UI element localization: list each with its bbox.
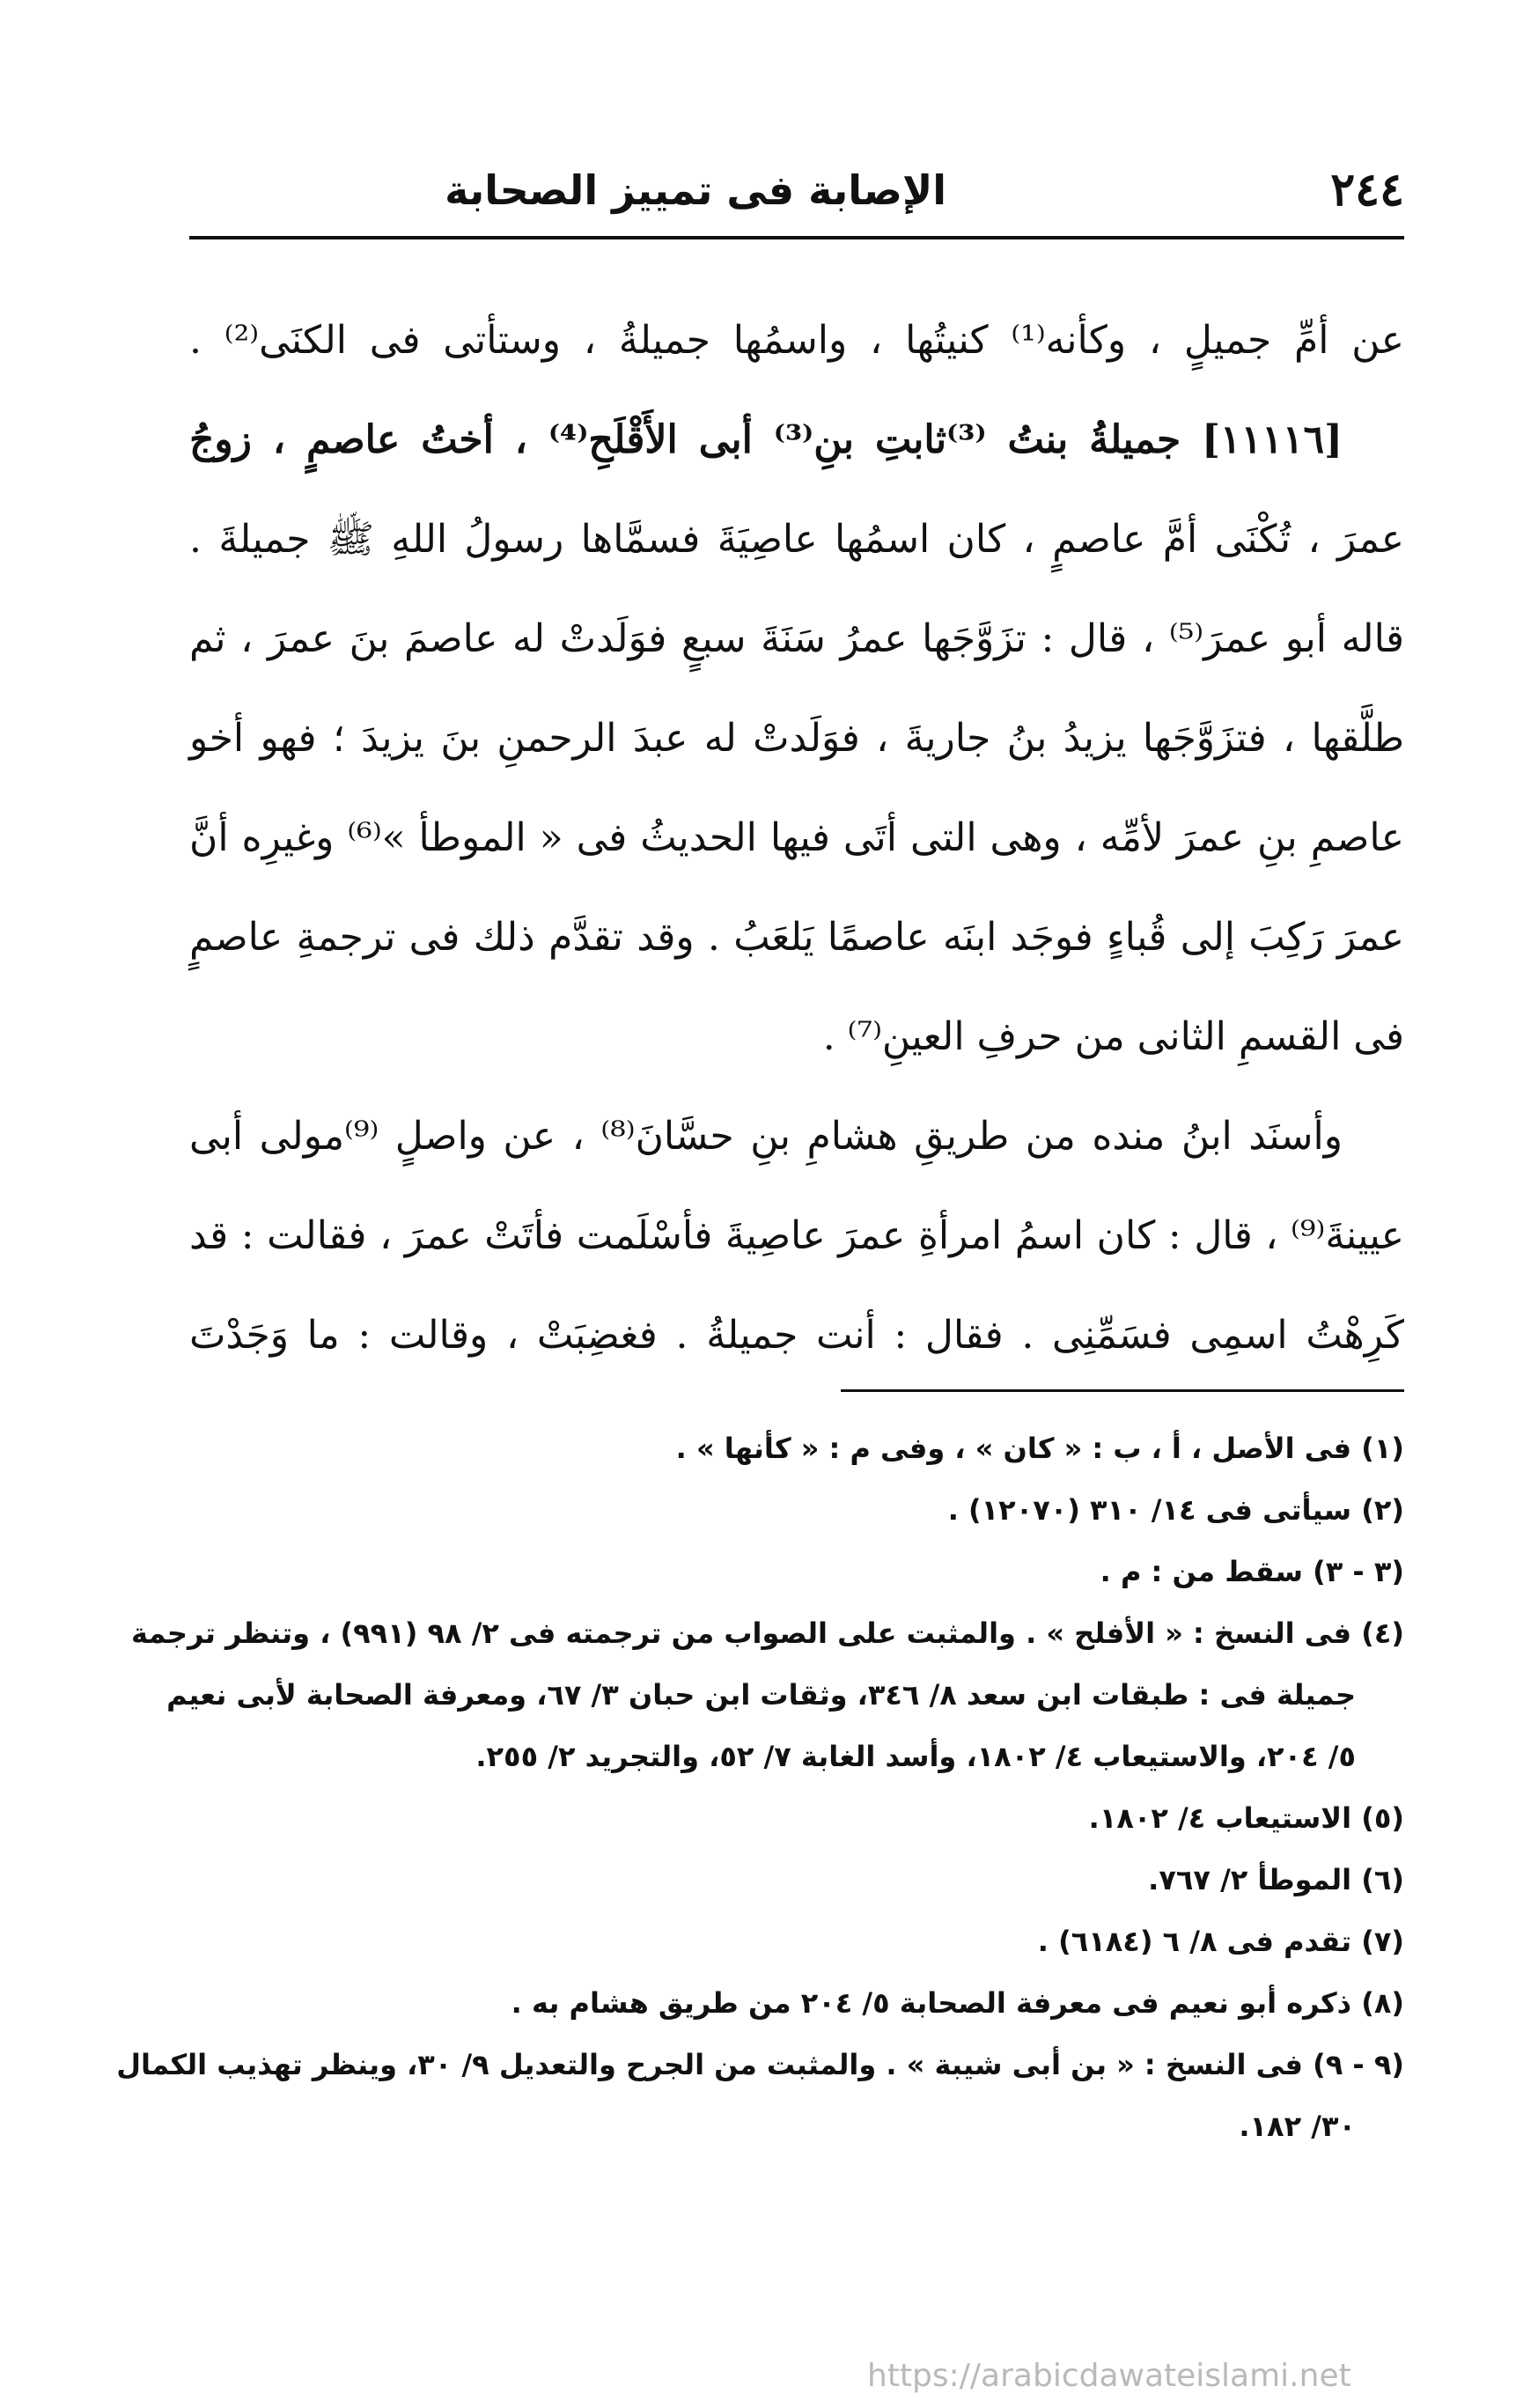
footnote-divider: [841, 1389, 1404, 1392]
footnote-line: (٥) الاستيعاب ٤/ ١٨٠٢.: [1088, 1801, 1404, 1835]
page-number: ٢٤٤: [1330, 163, 1404, 217]
footnote-line: (٣ - ٣) سقط من : م .: [1100, 1555, 1404, 1588]
text-line: عمرَ رَكِبَ إلى قُباءٍ فوجَد ابنَه عاصمًا يَلعَبُ . وقد تقدَّم ذلك فى ترجمةِ عاصمٍ: [189, 915, 1404, 960]
text-line: عن أمِّ جميلٍ ، وكأنه⁽¹⁾ كنيتُها ، واسمُها جميلةُ ، وستأتى فى الكنَى⁽²⁾ .: [189, 318, 1405, 363]
footnote-line: (٢) سيأتى فى ١٤/ ٣١٠ (١٢٠٧٠) .: [947, 1493, 1404, 1527]
text-line: عمرَ ، تُكْنَى أمَّ عاصمٍ ، كان اسمُها عاصِيَةَ فسمَّاها رسولُ اللهِ ﷺ جميلةَ .: [189, 517, 1404, 562]
footnote-line: جميلة فى : طبقات ابن سعد ٨/ ٣٤٦، وثقات ابن حبان ٣/ ٦٧، ومعرفة الصحابة لأبى نعيم: [166, 1678, 1356, 1712]
text-line: فى القسمِ الثانى من حرفِ العينِ⁽⁷⁾ .: [822, 1014, 1404, 1059]
footnote-line: (١) فى الأصل ، أ ، ب : « كان » ، وفى م : « كأنها » .: [675, 1432, 1404, 1465]
page-header: [189, 163, 1404, 225]
watermark-url: https://arabicdawateislami.net: [867, 2358, 1351, 2394]
footnote-line: (٤) فى النسخ : « الأفلح » . والمثبت على الصواب من ترجمته فى ٢/ ٩٨ (٩٩١) ، وتنظر ترجمة: [131, 1616, 1404, 1650]
footnote-line: (٧) تقدم فى ٨/ ٦ (٦١٨٤) .: [1037, 1925, 1404, 1958]
footnotes: [116, 1418, 1404, 2157]
text-line: عاصمِ بنِ عمرَ لأمِّه ، وهى التى أتَى فيها الحديثُ فى « الموطأ »⁽⁶⁾ وغيرِه أنَّ: [189, 815, 1405, 860]
footnote-line: ٥/ ٢٠٤، والاستيعاب ٤/ ١٨٠٢، وأسد الغابة ٧/ ٥٢، والتجريد ٢/ ٢٥٥.: [475, 1740, 1356, 1773]
text-line: قاله أبو عمرَ⁽⁵⁾ ، قال : تزَوَّجَها عمرُ سَنَةَ سبعٍ فوَلَدتْ له عاصمَ بنَ عمرَ ، ثم: [189, 616, 1405, 661]
main-text: [189, 291, 1404, 1385]
entry-heading-line: [١١١١٦] جميلةُ بنتُ ⁽³⁾ثابتِ بنِ⁽³⁾ أبى الأَقْلَحِ⁽⁴⁾ ، أختُ عاصمٍ ، زوجُ: [189, 417, 1343, 462]
text-line: طلَّقها ، فتزَوَّجَها يزيدُ بنُ جاريةَ ، فوَلَدتْ له عبدَ الرحمنِ بنَ يزيدَ ؛ فهو أخو: [189, 716, 1404, 761]
text-line: كَرِهْتُ اسمِى فسَمِّنِى . فقال : أنت جميلةُ . فغضِبَتْ ، وقالت : ما وَجَدْتَ: [189, 1313, 1404, 1358]
footnote-line: (٦) الموطأ ٢/ ٧٦٧.: [1148, 1863, 1404, 1896]
running-title: الإصابة فى تمييز الصحابة: [445, 166, 946, 214]
footnote-line: (٨) ذكره أبو نعيم فى معرفة الصحابة ٥/ ٢٠٤ من طريق هشام به .: [511, 1986, 1404, 2020]
text-line: عيينةَ⁽⁹⁾ ، قال : كان اسمُ امرأةِ عمرَ عاصِيةَ فأسْلَمت فأتَتْ عمرَ ، فقالت : قد: [189, 1213, 1404, 1258]
footnote-line: (٩ - ٩) فى النسخ : « بن أبى شيبة » . والمثبت من الجرح والتعديل ٩/ ٣٠، وينظر تهذيب الكمال: [116, 2048, 1404, 2081]
header-divider: [189, 236, 1404, 239]
footnote-line: ٣٠/ ١٨٢.: [1239, 2110, 1356, 2143]
text-line: وأسنَد ابنُ منده من طريقِ هشامِ بنِ حسَّانَ⁽⁸⁾ ، عن واصلٍ ⁽⁹⁾مولى أبى: [189, 1114, 1343, 1159]
